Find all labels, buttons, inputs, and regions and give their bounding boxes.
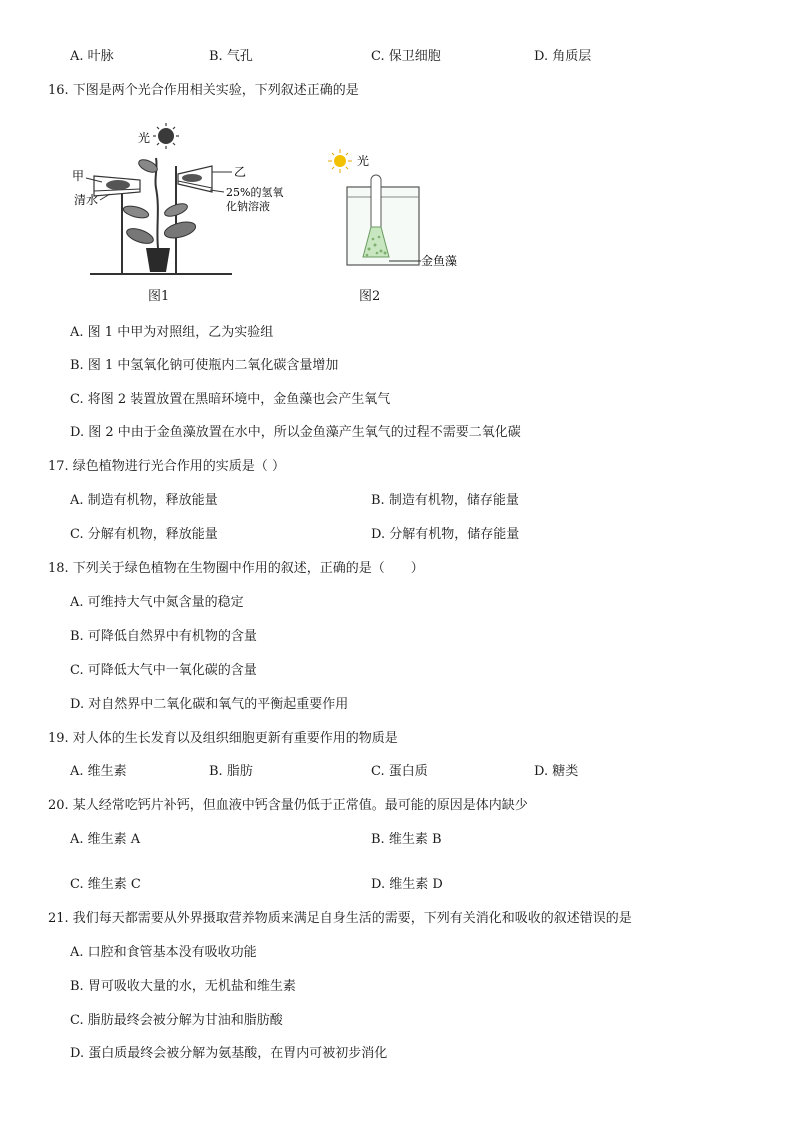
q16-option-d: D. 图 2 中由于金鱼藻放置在水中，所以金鱼藻产生氧气的过程不需要二氧化碳 (70, 425, 521, 440)
q19-stem: 19. 对人体的生长发育以及组织细胞更新有重要作用的物质是 (48, 731, 398, 746)
q18-option-b: B. 可降低自然界中有机物的含量 (70, 629, 257, 644)
q18-option-c: C. 可降低大气中一氧化碳的含量 (70, 663, 257, 678)
figure-2-algae-experiment (325, 145, 465, 275)
fig2-light-label: 光 (357, 154, 370, 168)
fig1-light-label: 光 (138, 131, 151, 145)
q17-option-b: B. 制造有机物，储存能量 (371, 493, 519, 508)
q16-option-c: C. 将图 2 装置放置在黑暗环境中，金鱼藻也会产生氧气 (70, 392, 391, 407)
q17-option-a: A. 制造有机物，释放能量 (70, 493, 218, 508)
q17-option-c: C. 分解有机物，释放能量 (70, 527, 218, 542)
q21-option-d: D. 蛋白质最终会被分解为氨基酸，在胃内可被初步消化 (70, 1046, 388, 1061)
sun-icon (158, 128, 174, 144)
q20-stem: 20. 某人经常吃钙片补钙，但血液中钙含量仍低于正常值。最可能的原因是体内缺少 (48, 798, 528, 813)
q19-option-c: C. 蛋白质 (371, 764, 428, 779)
fig1-naoh-line2: 化钠溶液 (226, 200, 270, 213)
q20-option-b: B. 维生素 B (371, 832, 442, 847)
q18-option-d: D. 对自然界中二氧化碳和氧气的平衡起重要作用 (70, 697, 349, 712)
sun-icon (334, 155, 346, 167)
q15-option-d: D. 角质层 (534, 49, 592, 64)
fig1-jia-label: 甲 (72, 169, 85, 183)
q15-option-c: C. 保卫细胞 (371, 49, 441, 64)
q16-option-b: B. 图 1 中氢氧化钠可使瓶内二氧化碳含量增加 (70, 358, 339, 373)
q20-option-c: C. 维生素 C (70, 877, 141, 892)
q16-stem: 16. 下图是两个光合作用相关实验，下列叙述正确的是 (48, 83, 359, 98)
q19-option-a: A. 维生素 (70, 764, 127, 779)
q15-option-a: A. 叶脉 (70, 49, 114, 64)
figure-1-plant-experiment (70, 118, 300, 318)
q19-option-d: D. 糖类 (534, 764, 579, 779)
fig1-water-label: 清水 (74, 193, 99, 207)
q19-option-b: B. 脂肪 (209, 764, 253, 779)
q21-option-c: C. 脂肪最终会被分解为甘油和脂肪酸 (70, 1013, 283, 1028)
fig1-yi-label: 乙 (234, 165, 247, 179)
fig1-naoh-line1: 25%的氢氧 (226, 186, 284, 199)
q18-stem: 18. 下列关于绿色植物在生物圈中作用的叙述，正确的是（ ） (48, 561, 424, 576)
q20-option-d: D. 维生素 D (371, 877, 443, 892)
q21-option-b: B. 胃可吸收大量的水，无机盐和维生素 (70, 979, 296, 994)
fig2-caption: 图2 (359, 289, 381, 304)
q16-option-a: A. 图 1 中甲为对照组，乙为实验组 (70, 325, 274, 340)
q21-stem: 21. 我们每天都需要从外界摄取营养物质来满足自身生活的需要，下列有关消化和吸收的叙述错误的是 (48, 911, 632, 926)
q21-option-a: A. 口腔和食管基本没有吸收功能 (70, 945, 257, 960)
q17-option-d: D. 分解有机物，储存能量 (371, 527, 520, 542)
q15-option-b: B. 气孔 (209, 49, 253, 64)
fig1-caption: 图1 (148, 289, 170, 304)
fig2-algae-label: 金鱼藻 (421, 254, 458, 268)
q18-option-a: A. 可维持大气中氮含量的稳定 (70, 595, 244, 610)
q20-option-a: A. 维生素 A (70, 832, 141, 847)
q17-stem: 17. 绿色植物进行光合作用的实质是（ ） (48, 459, 285, 474)
